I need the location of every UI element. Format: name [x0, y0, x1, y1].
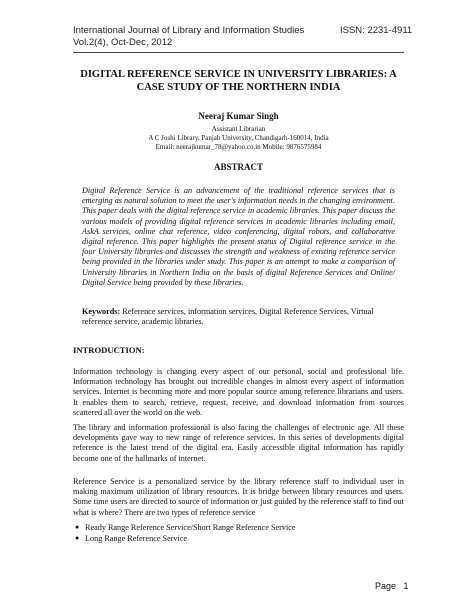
intro-paragraph-3: Reference Service is a personalized service by the library reference staff to individual user in making maximum utilization of library resources. It is bridge between library resources and users. Some time users are directed to source of information or just guided by the reference staff to find out what is where? There are two types of reference service	[73, 477, 404, 517]
introduction-heading: INTRODUCTION:	[73, 345, 145, 355]
list-item-text: Long Range Reference Service	[85, 534, 188, 543]
author-role: Assistant Librarian	[211, 125, 266, 133]
page-footer	[375, 580, 409, 592]
abstract-heading: ABSTRACT	[213, 162, 263, 172]
list-item	[73, 533, 404, 544]
abstract-text: Digital Reference Service is an advancement of the traditional reference services that is emerging as natural solution to meet the user's information needs in the changing environment. This paper deals with the digital reference service in academic libraries. This paper discuss the various models of providing digital reference services in academic libraries including email, AskA services, online chat reference, video conferencing, digital robots, and collaborative digital reference. This paper highlights the present status of Digital reference service in the four University libraries and discusses the strength and weakness of existing reference service being provided in the libraries under study. This paper is an attempt to make a comparison of University libraries in Northern India on the basis of digital Reference Services and Online/ Digital Service being provided by these libraries.	[82, 186, 395, 287]
keywords-label: Keywords:	[82, 307, 121, 316]
page-label: Page	[375, 581, 397, 591]
issn: ISSN: 2231-4911	[340, 25, 413, 36]
keywords-text: Reference services, information services, Digital Reference Services, Virtual reference service, academic libraries.	[82, 307, 374, 327]
journal-header	[73, 25, 304, 49]
author-name: Neeraj Kumar Singh	[198, 111, 279, 121]
bullet-icon: ●	[75, 523, 80, 531]
journal-volume: Vol.2(4), Oct-Dec, 2012	[73, 37, 173, 48]
intro-paragraph-1: Information technology is changing every aspect of our personal, social and professional life. Information technology has brought out incredible changes in almost every aspect of information services. Internet is becoming more and more popular source among reference librarians and users. It enables them to search, retrieve, request, receive, and download information from sources scattered all over the world on the web.	[73, 367, 404, 417]
list-item	[73, 522, 404, 533]
author-affiliation	[73, 125, 404, 152]
journal-name: International Journal of Library and Information Studies	[73, 25, 305, 36]
author-contact: Email: neerajkumar_78@yahoo.co.in Mobile: 9876575984	[155, 143, 322, 151]
author-address: A C Joshi Library, Panjab University, Chandigarh-160014, India	[148, 134, 329, 142]
header-divider	[73, 52, 404, 53]
paper-title: DIGITAL REFERENCE SERVICE IN UNIVERSITY LIBRARIES: A CASE STUDY OF THE NORTHERN INDIA	[80, 69, 397, 93]
list-item-text: Ready Range Reference Service/Short Range Reference Service	[85, 523, 296, 532]
intro-paragraph-2: The library and information professional is also facing the challenges of electronic age. All these developments gave way to new range of reference services. In this series of developments digital reference is the latest trend of the digital era. Easily accessible digital information has rapidly become one of the hallmarks of internet.	[73, 423, 404, 463]
page-number: 1	[403, 581, 409, 591]
keywords	[82, 307, 395, 327]
reference-service-types	[73, 522, 404, 544]
bullet-icon: ●	[75, 534, 80, 542]
